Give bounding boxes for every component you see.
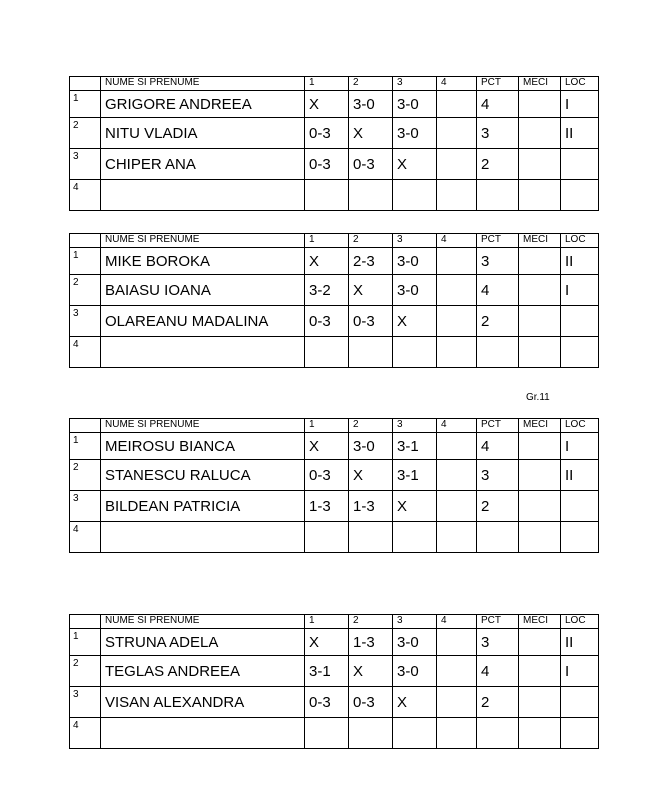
- cell-name: [101, 718, 305, 749]
- cell-meci: [519, 337, 561, 368]
- header-cell-c1: 1: [305, 615, 349, 629]
- header-cell-c3: 3: [393, 615, 437, 629]
- cell-c1: [305, 718, 349, 749]
- cell-meci: [519, 118, 561, 149]
- cell-name: BILDEAN PATRICIA: [101, 491, 305, 522]
- cell-c3: 3-0: [393, 629, 437, 656]
- cell-loc: [561, 718, 599, 749]
- cell-loc: II: [561, 248, 599, 275]
- cell-idx: 2: [70, 460, 101, 491]
- group-table-4: [69, 614, 599, 749]
- cell-pct: 4: [477, 656, 519, 687]
- cell-name: BAIASU IOANA: [101, 275, 305, 306]
- cell-c3: X: [393, 149, 437, 180]
- header-cell-name: NUME SI PRENUME: [101, 615, 305, 629]
- cell-c3: X: [393, 491, 437, 522]
- header-cell-pct: PCT: [477, 615, 519, 629]
- header-cell-c4: 4: [437, 234, 477, 248]
- table-row: [70, 491, 599, 522]
- cell-pct: [477, 522, 519, 553]
- cell-c1: X: [305, 433, 349, 460]
- table-row: [70, 248, 599, 275]
- cell-meci: [519, 629, 561, 656]
- header-row: [70, 615, 599, 629]
- cell-c1: 0-3: [305, 306, 349, 337]
- cell-idx: 3: [70, 149, 101, 180]
- header-cell-pct: PCT: [477, 419, 519, 433]
- header-cell-c3: 3: [393, 77, 437, 91]
- header-row: [70, 77, 599, 91]
- cell-pct: [477, 337, 519, 368]
- cell-idx: 2: [70, 275, 101, 306]
- header-cell-loc: LOC: [561, 419, 599, 433]
- cell-c2: [349, 522, 393, 553]
- cell-meci: [519, 275, 561, 306]
- cell-c1: [305, 522, 349, 553]
- cell-pct: 3: [477, 629, 519, 656]
- cell-c4: [437, 718, 477, 749]
- cell-idx: 1: [70, 91, 101, 118]
- cell-meci: [519, 491, 561, 522]
- cell-c3: 3-1: [393, 460, 437, 491]
- table-row: [70, 629, 599, 656]
- cell-c3: [393, 337, 437, 368]
- header-cell-index: [70, 419, 101, 433]
- cell-c4: [437, 460, 477, 491]
- cell-loc: I: [561, 656, 599, 687]
- cell-name: OLAREANU MADALINA: [101, 306, 305, 337]
- cell-c2: 3-0: [349, 91, 393, 118]
- cell-meci: [519, 248, 561, 275]
- cell-loc: [561, 687, 599, 718]
- cell-c4: [437, 248, 477, 275]
- cell-c4: [437, 491, 477, 522]
- cell-c1: 0-3: [305, 149, 349, 180]
- cell-pct: 2: [477, 149, 519, 180]
- cell-c4: [437, 337, 477, 368]
- header-cell-index: [70, 234, 101, 248]
- cell-c1: 3-2: [305, 275, 349, 306]
- cell-name: STANESCU RALUCA: [101, 460, 305, 491]
- cell-c4: [437, 180, 477, 211]
- cell-pct: 4: [477, 275, 519, 306]
- cell-idx: 2: [70, 656, 101, 687]
- cell-pct: 4: [477, 433, 519, 460]
- cell-name: NITU VLADIA: [101, 118, 305, 149]
- cell-name: VISAN ALEXANDRA: [101, 687, 305, 718]
- cell-meci: [519, 180, 561, 211]
- cell-loc: II: [561, 629, 599, 656]
- cell-c4: [437, 275, 477, 306]
- cell-name: TEGLAS ANDREEA: [101, 656, 305, 687]
- cell-idx: 1: [70, 433, 101, 460]
- cell-c4: [437, 306, 477, 337]
- cell-idx: 3: [70, 491, 101, 522]
- table-row: [70, 180, 599, 211]
- cell-loc: I: [561, 275, 599, 306]
- cell-c2: 1-3: [349, 629, 393, 656]
- header-cell-c2: 2: [349, 419, 393, 433]
- header-cell-c1: 1: [305, 234, 349, 248]
- group-table-3: [69, 418, 599, 553]
- cell-loc: [561, 522, 599, 553]
- cell-name: [101, 337, 305, 368]
- cell-c2: 0-3: [349, 149, 393, 180]
- header-cell-meci: MECI: [519, 234, 561, 248]
- header-cell-c1: 1: [305, 419, 349, 433]
- table-row: [70, 337, 599, 368]
- cell-pct: 2: [477, 687, 519, 718]
- cell-loc: II: [561, 118, 599, 149]
- cell-pct: 2: [477, 306, 519, 337]
- cell-c4: [437, 522, 477, 553]
- cell-c2: 2-3: [349, 248, 393, 275]
- cell-meci: [519, 522, 561, 553]
- cell-loc: [561, 491, 599, 522]
- table-row: [70, 656, 599, 687]
- cell-c1: 0-3: [305, 460, 349, 491]
- cell-c2: 1-3: [349, 491, 393, 522]
- table-row: [70, 718, 599, 749]
- cell-c1: [305, 180, 349, 211]
- cell-pct: 2: [477, 491, 519, 522]
- cell-pct: [477, 180, 519, 211]
- cell-c2: X: [349, 275, 393, 306]
- cell-meci: [519, 718, 561, 749]
- group-table-2: [69, 233, 599, 368]
- cell-c1: X: [305, 248, 349, 275]
- cell-c4: [437, 433, 477, 460]
- cell-name: [101, 180, 305, 211]
- cell-c2: X: [349, 656, 393, 687]
- table-row: [70, 306, 599, 337]
- cell-c3: X: [393, 687, 437, 718]
- cell-c4: [437, 629, 477, 656]
- table-row: [70, 91, 599, 118]
- cell-c4: [437, 91, 477, 118]
- cell-pct: 3: [477, 118, 519, 149]
- cell-name: CHIPER ANA: [101, 149, 305, 180]
- cell-idx: 4: [70, 522, 101, 553]
- cell-c4: [437, 656, 477, 687]
- cell-c4: [437, 118, 477, 149]
- cell-meci: [519, 460, 561, 491]
- header-cell-c2: 2: [349, 615, 393, 629]
- cell-c1: 1-3: [305, 491, 349, 522]
- cell-loc: [561, 337, 599, 368]
- header-cell-index: [70, 615, 101, 629]
- cell-meci: [519, 149, 561, 180]
- cell-meci: [519, 91, 561, 118]
- cell-c4: [437, 149, 477, 180]
- group-table-1: [69, 76, 599, 211]
- cell-c3: X: [393, 306, 437, 337]
- cell-idx: 3: [70, 687, 101, 718]
- cell-c2: X: [349, 460, 393, 491]
- header-cell-name: NUME SI PRENUME: [101, 234, 305, 248]
- cell-name: GRIGORE ANDREEA: [101, 91, 305, 118]
- cell-c3: 3-1: [393, 433, 437, 460]
- header-cell-index: [70, 77, 101, 91]
- cell-idx: 1: [70, 629, 101, 656]
- cell-c3: 3-0: [393, 275, 437, 306]
- header-cell-name: NUME SI PRENUME: [101, 419, 305, 433]
- header-cell-c3: 3: [393, 234, 437, 248]
- table-row: [70, 118, 599, 149]
- cell-name: MIKE BOROKA: [101, 248, 305, 275]
- cell-c3: 3-0: [393, 656, 437, 687]
- cell-name: [101, 522, 305, 553]
- cell-c2: [349, 718, 393, 749]
- header-cell-meci: MECI: [519, 77, 561, 91]
- cell-c2: [349, 180, 393, 211]
- cell-loc: [561, 180, 599, 211]
- header-cell-meci: MECI: [519, 615, 561, 629]
- cell-loc: I: [561, 433, 599, 460]
- cell-c3: 3-0: [393, 91, 437, 118]
- cell-name: MEIROSU BIANCA: [101, 433, 305, 460]
- cell-loc: [561, 306, 599, 337]
- cell-meci: [519, 433, 561, 460]
- header-cell-c2: 2: [349, 234, 393, 248]
- table-row: [70, 433, 599, 460]
- header-cell-c4: 4: [437, 419, 477, 433]
- cell-c1: X: [305, 91, 349, 118]
- header-cell-pct: PCT: [477, 234, 519, 248]
- cell-idx: 4: [70, 337, 101, 368]
- group-label: Gr.11: [526, 392, 550, 403]
- header-cell-loc: LOC: [561, 77, 599, 91]
- cell-c1: 0-3: [305, 118, 349, 149]
- cell-c3: [393, 718, 437, 749]
- header-row: [70, 419, 599, 433]
- table-row: [70, 460, 599, 491]
- cell-c1: X: [305, 629, 349, 656]
- header-cell-c3: 3: [393, 419, 437, 433]
- header-cell-c2: 2: [349, 77, 393, 91]
- cell-meci: [519, 687, 561, 718]
- cell-c3: [393, 180, 437, 211]
- header-cell-pct: PCT: [477, 77, 519, 91]
- cell-c2: [349, 337, 393, 368]
- header-cell-name: NUME SI PRENUME: [101, 77, 305, 91]
- cell-c3: 3-0: [393, 118, 437, 149]
- table-row: [70, 275, 599, 306]
- table-row: [70, 687, 599, 718]
- table-row: [70, 522, 599, 553]
- cell-meci: [519, 656, 561, 687]
- cell-meci: [519, 306, 561, 337]
- cell-loc: [561, 149, 599, 180]
- cell-c4: [437, 687, 477, 718]
- cell-idx: 2: [70, 118, 101, 149]
- cell-idx: 3: [70, 306, 101, 337]
- cell-c1: 0-3: [305, 687, 349, 718]
- cell-idx: 4: [70, 718, 101, 749]
- cell-c1: [305, 337, 349, 368]
- cell-idx: 1: [70, 248, 101, 275]
- header-cell-loc: LOC: [561, 615, 599, 629]
- cell-name: STRUNA ADELA: [101, 629, 305, 656]
- cell-pct: 3: [477, 460, 519, 491]
- cell-loc: I: [561, 91, 599, 118]
- header-cell-c4: 4: [437, 615, 477, 629]
- header-row: [70, 234, 599, 248]
- cell-c2: 3-0: [349, 433, 393, 460]
- header-cell-loc: LOC: [561, 234, 599, 248]
- cell-pct: 3: [477, 248, 519, 275]
- cell-pct: 4: [477, 91, 519, 118]
- header-cell-meci: MECI: [519, 419, 561, 433]
- cell-idx: 4: [70, 180, 101, 211]
- table-row: [70, 149, 599, 180]
- cell-c1: 3-1: [305, 656, 349, 687]
- cell-loc: II: [561, 460, 599, 491]
- cell-c2: 0-3: [349, 306, 393, 337]
- cell-pct: [477, 718, 519, 749]
- cell-c2: X: [349, 118, 393, 149]
- cell-c2: 0-3: [349, 687, 393, 718]
- cell-c3: 3-0: [393, 248, 437, 275]
- header-cell-c1: 1: [305, 77, 349, 91]
- cell-c3: [393, 522, 437, 553]
- header-cell-c4: 4: [437, 77, 477, 91]
